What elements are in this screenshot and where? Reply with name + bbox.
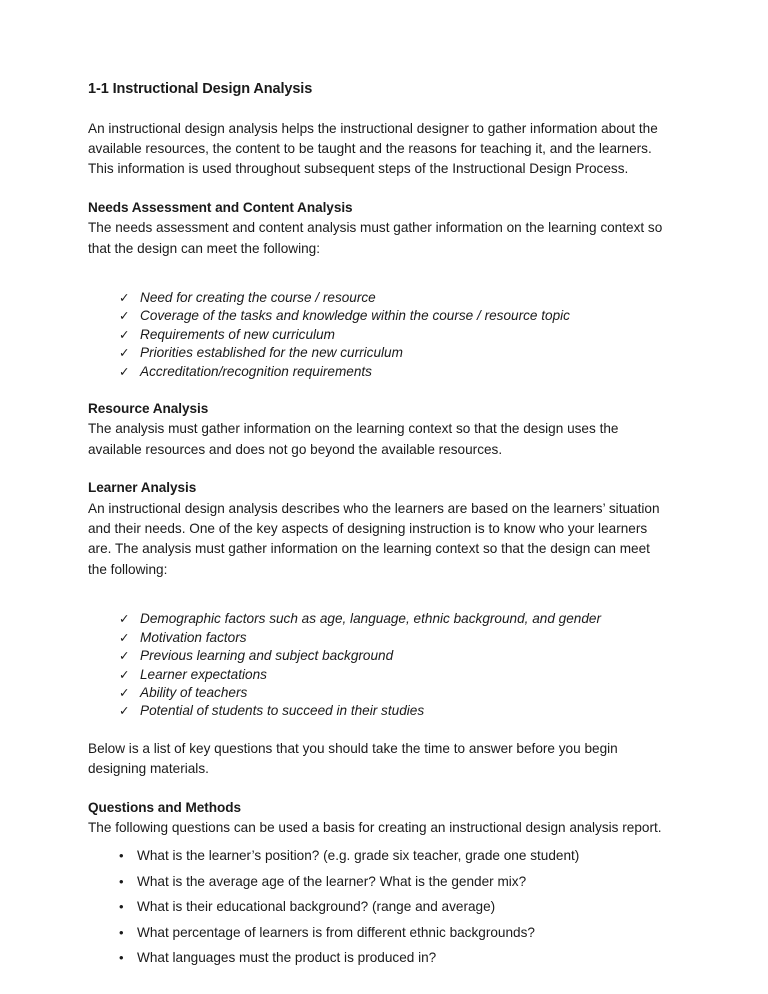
check-icon: ✓: [119, 327, 130, 342]
check-icon: ✓: [119, 612, 130, 627]
section-learner-analysis: [88, 478, 668, 580]
list-item: [88, 647, 668, 665]
check-icon: ✓: [119, 346, 130, 361]
list-item: [88, 307, 668, 325]
check-icon: ✓: [119, 291, 130, 305]
page-title: 1-1 Instructional Design Analysis: [88, 81, 313, 97]
list-item: [88, 702, 668, 720]
list-item-label: What is their educational background? (range and average): [137, 899, 496, 915]
list-item-label: What languages must the product is produced in?: [137, 949, 437, 965]
spacer: [88, 277, 668, 289]
section-heading-needs-assessment: Needs Assessment and Content Analysis: [88, 199, 353, 215]
list-item: [88, 923, 668, 943]
bullet-dot-icon: •: [119, 848, 124, 864]
list-item-label: Demographic factors such as age, language, ethnic background, and gender: [140, 611, 601, 627]
section-resource-analysis: [88, 399, 668, 460]
list-item: [88, 872, 668, 892]
list-item-label: Coverage of the tasks and knowledge within the course / resource topic: [140, 308, 570, 324]
section-needs-assessment: [88, 198, 668, 259]
bullet-dot-icon: •: [119, 949, 124, 965]
section-body-resource-analysis: The analysis must gather information on the learning context so that the design uses the available resources and does not go beyond the available resources.: [88, 421, 619, 457]
section-heading-questions-and-methods: Questions and Methods: [88, 799, 242, 815]
section-body-learner-analysis: An instructional design analysis describes who the learners are based on the learners’ situation and their needs. One of the key aspects of designing instruction is to know who your learners are. The analysis must gather information on the learning context so that the design can meet the following:: [88, 500, 660, 577]
list-item: [88, 666, 668, 684]
list-item-label: Motivation factors: [140, 629, 247, 645]
bullet-dot-icon: •: [119, 873, 124, 889]
list-item: [88, 326, 668, 344]
check-icon: ✓: [119, 704, 130, 719]
list-item-label: Accreditation/recognition requirements: [140, 363, 372, 379]
section-body-questions-and-methods: The following questions can be used a basis for creating an instructional design analysis report.: [88, 819, 662, 835]
spacer: [88, 838, 668, 846]
list-item-label: Requirements of new curriculum: [140, 326, 335, 342]
list-item: [88, 897, 668, 917]
list-item: [88, 344, 668, 362]
list-item-label: What percentage of learners is from different ethnic backgrounds?: [137, 924, 535, 940]
intro-paragraph: An instructional design analysis helps the instructional designer to gather information about the available resources, the content to be taught and the reasons for teaching it, and the learners. This information is used throughout subsequent steps of the Instructional Design Process.: [88, 120, 658, 177]
list-item-label: Ability of teachers: [140, 684, 248, 700]
checklist-needs-assessment: [88, 289, 668, 381]
check-icon: ✓: [119, 630, 130, 645]
section-heading-learner-analysis: Learner Analysis: [88, 480, 197, 496]
spacer: [88, 598, 668, 610]
list-item: [88, 363, 668, 381]
list-item: [88, 948, 668, 968]
check-icon: ✓: [119, 685, 130, 700]
section-heading-resource-analysis: Resource Analysis: [88, 401, 209, 417]
check-icon: ✓: [119, 309, 130, 324]
check-icon: ✓: [119, 649, 130, 664]
list-item-label: Need for creating the course / resource: [140, 290, 376, 305]
list-item-label: Previous learning and subject background: [140, 648, 394, 664]
list-item: [88, 846, 668, 866]
list-item: [88, 289, 668, 307]
bullet-dot-icon: •: [119, 899, 124, 915]
section-questions-and-methods: [88, 798, 668, 839]
check-icon: ✓: [119, 364, 130, 379]
section-body-needs-assessment: The needs assessment and content analysis must gather information on the learning context so that the design can meet the following:: [88, 220, 663, 256]
list-item-label: Learner expectations: [140, 666, 267, 682]
questions-list: [88, 846, 668, 968]
list-item-label: Priorities established for the new curriculum: [140, 345, 403, 361]
bullet-dot-icon: •: [119, 924, 124, 940]
list-item: [88, 629, 668, 647]
list-item: [88, 610, 668, 628]
list-item-label: Potential of students to succeed in their studies: [140, 703, 425, 719]
checklist-learner-analysis: [88, 610, 668, 720]
list-item-label: What is the learner’s position? (e.g. grade six teacher, grade one student): [137, 848, 580, 864]
check-icon: ✓: [119, 667, 130, 682]
list-item: [88, 684, 668, 702]
closing-paragraph: Below is a list of key questions that you should take the time to answer before you begin designing materials.: [88, 740, 618, 777]
list-item-label: What is the average age of the learner? What is the gender mix?: [137, 873, 527, 889]
